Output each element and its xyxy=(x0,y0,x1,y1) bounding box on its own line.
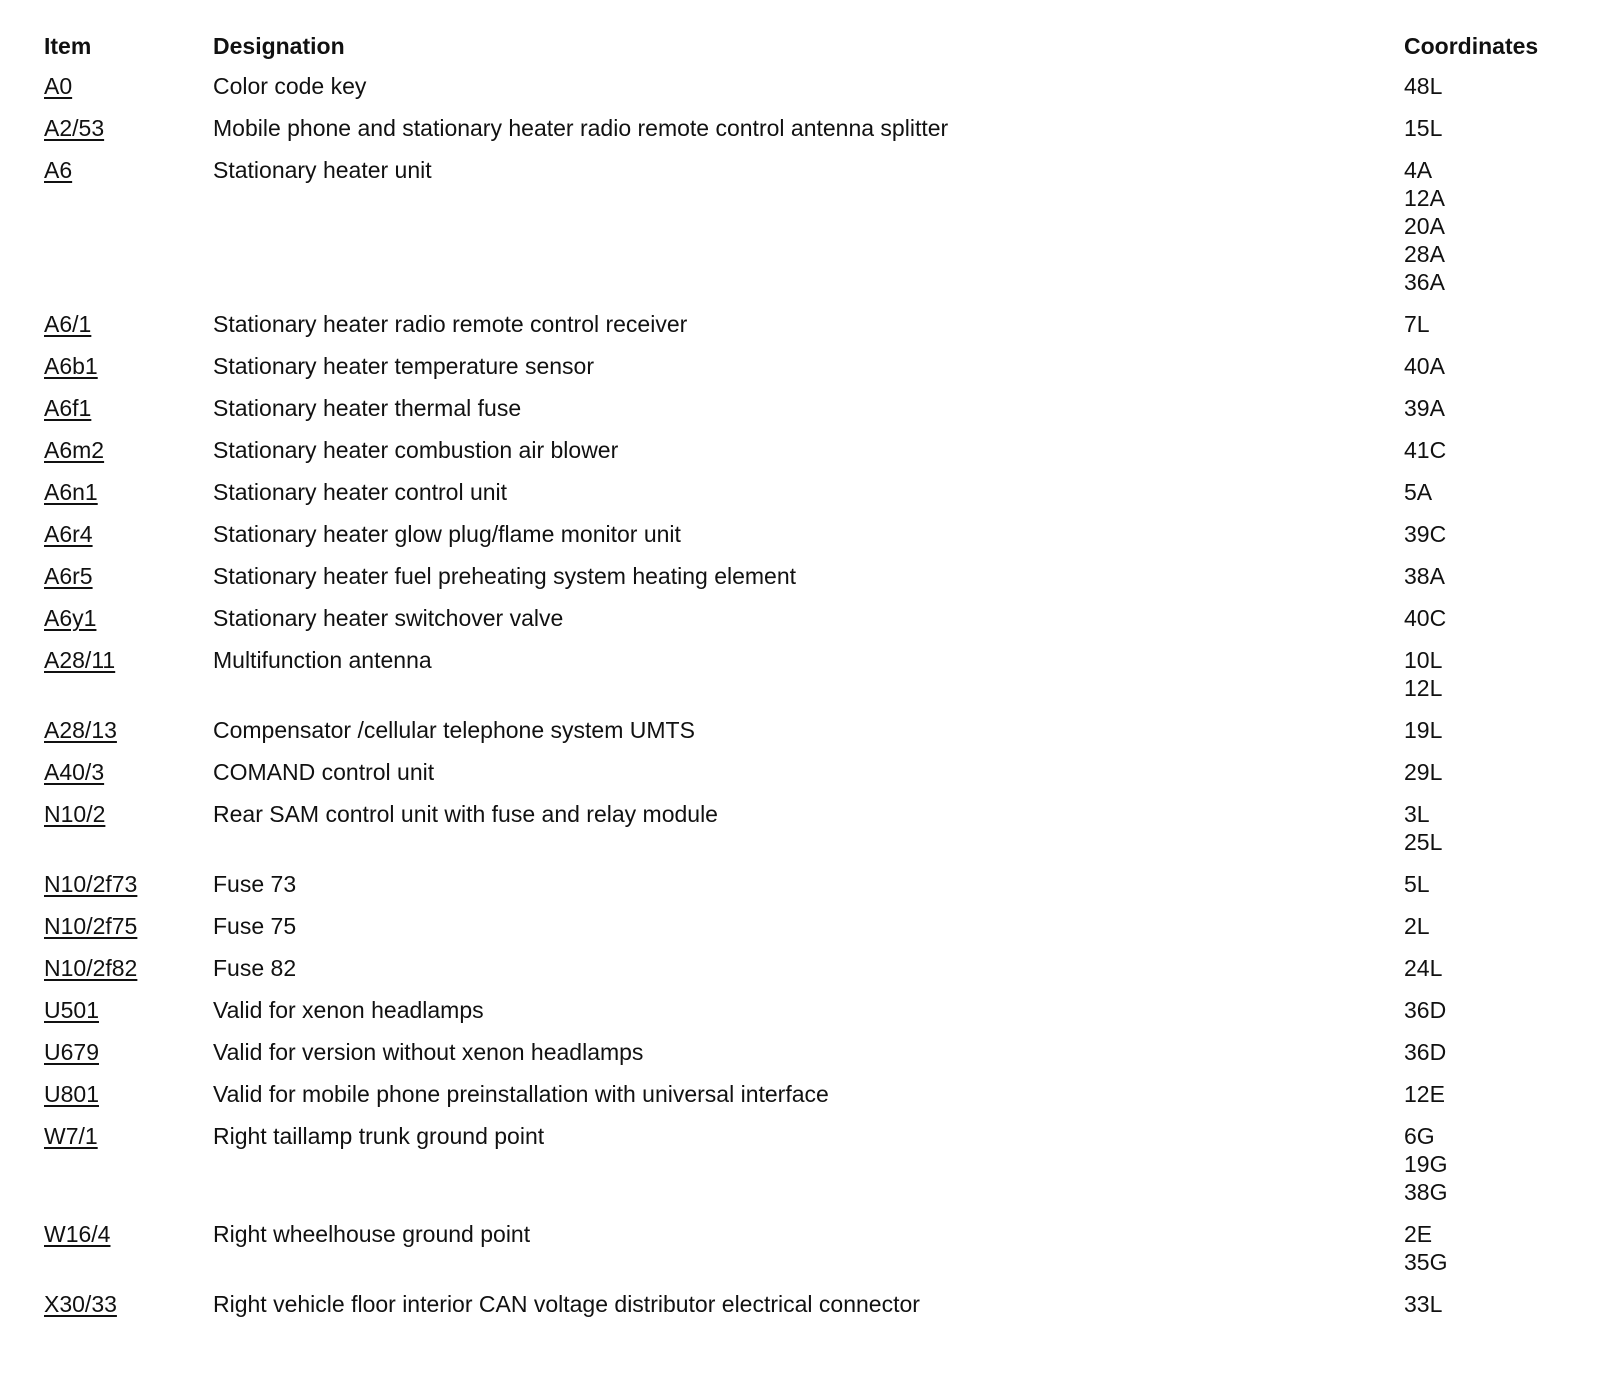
coordinate-value: 15L xyxy=(1404,115,1443,141)
coordinates-cell xyxy=(1404,520,1574,562)
coordinates-cell xyxy=(1404,352,1574,394)
item-cell xyxy=(44,1220,213,1290)
designation-cell: Stationary heater glow plug/flame monitor unit xyxy=(213,521,681,547)
designation-cell: Stationary heater control unit xyxy=(213,479,508,505)
coordinate-value: 39C xyxy=(1404,521,1447,547)
table-row xyxy=(44,604,1574,646)
coordinates-cell xyxy=(1404,478,1574,520)
item-link[interactable]: U801 xyxy=(44,1081,99,1107)
coordinates-cell xyxy=(1404,954,1574,996)
designation-cell: Right vehicle floor interior CAN voltage distributor electrical connector xyxy=(213,1291,920,1317)
coordinate-value: 35G xyxy=(1404,1249,1448,1275)
item-link[interactable]: A6y1 xyxy=(44,605,97,631)
table-row xyxy=(44,996,1574,1038)
table-body xyxy=(44,72,1574,1332)
item-link[interactable]: A28/13 xyxy=(44,717,117,743)
designation-cell: Right taillamp trunk ground point xyxy=(213,1123,545,1149)
item-link[interactable]: W16/4 xyxy=(44,1221,111,1247)
coordinate-value: 4A xyxy=(1404,157,1433,183)
coordinate-value: 36A xyxy=(1404,269,1445,295)
coordinates-cell xyxy=(1404,72,1574,114)
coordinate-value: 12E xyxy=(1404,1081,1445,1107)
item-link[interactable]: A6r5 xyxy=(44,563,93,589)
designation-cell: Stationary heater temperature sensor xyxy=(213,353,594,379)
designation-cell: Compensator /cellular telephone system UMTS xyxy=(213,717,695,743)
item-cell xyxy=(44,520,213,562)
item-cell xyxy=(44,758,213,800)
table-row xyxy=(44,72,1574,114)
coordinate-value: 6G xyxy=(1404,1123,1435,1149)
table-row xyxy=(44,436,1574,478)
table-row xyxy=(44,912,1574,954)
designation-cell: Rear SAM control unit with fuse and relay module xyxy=(213,801,718,827)
item-cell xyxy=(44,72,213,114)
coordinate-value: 28A xyxy=(1404,241,1445,267)
coordinate-value: 41C xyxy=(1404,437,1447,463)
coordinate-value: 36D xyxy=(1404,1039,1447,1065)
table-row xyxy=(44,758,1574,800)
coordinates-cell xyxy=(1404,716,1574,758)
designation-cell: Stationary heater combustion air blower xyxy=(213,437,619,463)
component-legend-table xyxy=(44,30,1574,1332)
coordinate-value: 40C xyxy=(1404,605,1447,631)
item-cell xyxy=(44,562,213,604)
table-row xyxy=(44,156,1574,310)
designation-cell: Right wheelhouse ground point xyxy=(213,1221,531,1247)
coordinate-value: 7L xyxy=(1404,311,1430,337)
item-cell xyxy=(44,1290,213,1332)
coordinates-cell xyxy=(1404,562,1574,604)
coordinates-cell xyxy=(1404,1122,1574,1220)
table-row xyxy=(44,114,1574,156)
coordinates-cell xyxy=(1404,156,1574,310)
item-link[interactable]: N10/2f82 xyxy=(44,955,138,981)
table-row xyxy=(44,716,1574,758)
coordinates-cell xyxy=(1404,1038,1574,1080)
table-row xyxy=(44,520,1574,562)
item-link[interactable]: A6m2 xyxy=(44,437,105,463)
item-cell xyxy=(44,954,213,996)
item-cell xyxy=(44,716,213,758)
header-coordinates: Coordinates xyxy=(1404,33,1539,59)
coordinate-value: 2L xyxy=(1404,913,1430,939)
item-cell xyxy=(44,646,213,716)
designation-cell: Stationary heater unit xyxy=(213,157,432,183)
coordinates-cell xyxy=(1404,604,1574,646)
item-cell xyxy=(44,114,213,156)
coordinate-value: 40A xyxy=(1404,353,1445,379)
table-row xyxy=(44,310,1574,352)
table-row xyxy=(44,1122,1574,1220)
coordinate-value: 2E xyxy=(1404,1221,1433,1247)
table-row xyxy=(44,352,1574,394)
item-cell xyxy=(44,870,213,912)
designation-cell: COMAND control unit xyxy=(213,759,435,785)
designation-cell: Valid for version without xenon headlamps xyxy=(213,1039,644,1065)
item-link[interactable]: A2/53 xyxy=(44,115,105,141)
designation-cell: Fuse 82 xyxy=(213,955,297,981)
item-link[interactable]: W7/1 xyxy=(44,1123,98,1149)
table-row xyxy=(44,1220,1574,1290)
table-row xyxy=(44,1038,1574,1080)
coordinate-value: 10L xyxy=(1404,647,1443,673)
coordinate-value: 19L xyxy=(1404,717,1443,743)
table-row xyxy=(44,954,1574,996)
designation-cell: Valid for mobile phone preinstallation with universal interface xyxy=(213,1081,829,1107)
item-cell xyxy=(44,800,213,870)
item-link[interactable]: X30/33 xyxy=(44,1291,117,1317)
coordinates-cell xyxy=(1404,436,1574,478)
coordinate-value: 39A xyxy=(1404,395,1445,421)
coordinate-value: 29L xyxy=(1404,759,1443,785)
item-cell xyxy=(44,1038,213,1080)
coordinates-cell xyxy=(1404,870,1574,912)
designation-cell: Stationary heater radio remote control receiver xyxy=(213,311,688,337)
coordinate-value: 5L xyxy=(1404,871,1430,897)
coordinates-cell xyxy=(1404,394,1574,436)
item-link[interactable]: A0 xyxy=(44,73,73,99)
item-link[interactable]: A6/1 xyxy=(44,311,92,337)
item-link[interactable]: N10/2f75 xyxy=(44,913,138,939)
item-cell xyxy=(44,352,213,394)
coordinate-value: 33L xyxy=(1404,1291,1443,1317)
item-link[interactable]: A6r4 xyxy=(44,521,93,547)
table-row xyxy=(44,646,1574,716)
item-link[interactable]: A6 xyxy=(44,157,73,183)
coordinate-value: 12A xyxy=(1404,185,1445,211)
item-cell xyxy=(44,1080,213,1122)
coordinates-cell xyxy=(1404,1220,1574,1290)
item-link[interactable]: A6f1 xyxy=(44,395,92,421)
coordinates-cell xyxy=(1404,310,1574,352)
item-link[interactable]: A6b1 xyxy=(44,353,98,379)
table-row xyxy=(44,562,1574,604)
coordinate-value: 38A xyxy=(1404,563,1445,589)
item-link[interactable]: A6n1 xyxy=(44,479,98,505)
table-row xyxy=(44,800,1574,870)
item-link[interactable]: N10/2 xyxy=(44,801,106,827)
item-cell xyxy=(44,394,213,436)
coordinate-value: 5A xyxy=(1404,479,1433,505)
designation-cell: Stationary heater fuel preheating system heating element xyxy=(213,563,797,589)
coordinate-value: 19G xyxy=(1404,1151,1448,1177)
coordinates-cell xyxy=(1404,800,1574,870)
coordinates-cell xyxy=(1404,114,1574,156)
coordinate-value: 12L xyxy=(1404,675,1443,701)
coordinates-cell xyxy=(1404,1290,1574,1332)
designation-cell: Stationary heater thermal fuse xyxy=(213,395,522,421)
item-cell xyxy=(44,310,213,352)
item-cell xyxy=(44,604,213,646)
coordinate-value: 38G xyxy=(1404,1179,1448,1205)
coordinates-cell xyxy=(1404,996,1574,1038)
item-link[interactable]: A28/11 xyxy=(44,647,116,673)
designation-cell: Multifunction antenna xyxy=(213,647,432,673)
header-designation: Designation xyxy=(213,33,345,59)
designation-cell: Fuse 75 xyxy=(213,913,297,939)
coordinate-value: 3L xyxy=(1404,801,1430,827)
designation-cell: Mobile phone and stationary heater radio remote control antenna splitter xyxy=(213,115,949,141)
coordinates-cell xyxy=(1404,646,1574,716)
item-cell xyxy=(44,1122,213,1220)
item-link[interactable]: A40/3 xyxy=(44,759,105,785)
table-row xyxy=(44,394,1574,436)
coordinates-cell xyxy=(1404,912,1574,954)
coordinate-value: 25L xyxy=(1404,829,1443,855)
coordinates-cell xyxy=(1404,1080,1574,1122)
coordinate-value: 20A xyxy=(1404,213,1445,239)
designation-cell: Fuse 73 xyxy=(213,871,297,897)
coordinates-cell xyxy=(1404,758,1574,800)
table-row xyxy=(44,870,1574,912)
designation-cell: Valid for xenon headlamps xyxy=(213,997,484,1023)
coordinate-value: 24L xyxy=(1404,955,1443,981)
item-cell xyxy=(44,156,213,310)
table-row xyxy=(44,1080,1574,1122)
item-cell xyxy=(44,436,213,478)
designation-cell: Color code key xyxy=(213,73,367,99)
table-row xyxy=(44,478,1574,520)
item-link[interactable]: N10/2f73 xyxy=(44,871,138,897)
designation-cell: Stationary heater switchover valve xyxy=(213,605,564,631)
item-cell xyxy=(44,996,213,1038)
item-link[interactable]: U679 xyxy=(44,1039,99,1065)
coordinate-value: 36D xyxy=(1404,997,1447,1023)
item-cell xyxy=(44,478,213,520)
table-row xyxy=(44,1290,1574,1332)
item-cell xyxy=(44,912,213,954)
item-link[interactable]: U501 xyxy=(44,997,99,1023)
table-header-row xyxy=(44,30,1574,72)
coordinate-value: 48L xyxy=(1404,73,1443,99)
header-item: Item xyxy=(44,33,92,59)
